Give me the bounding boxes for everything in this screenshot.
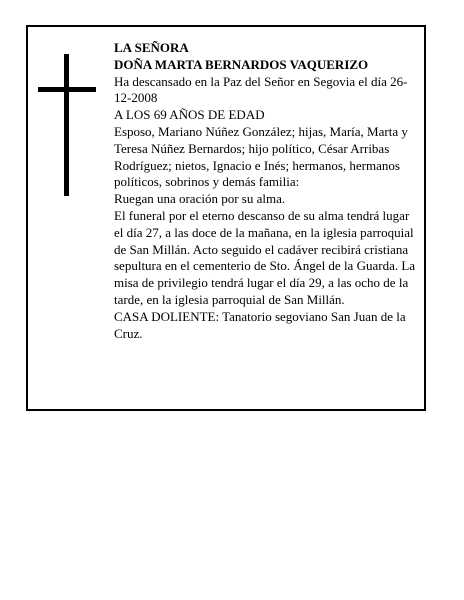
obituary-text xyxy=(114,40,420,342)
deceased-name: DOÑA MARTA BERNARDOS VAQUERIZO xyxy=(114,56,369,72)
funeral-info: El funeral por el eterno descanso de su alma tendrá lugar el día 27, a las doce de la mañana, en la iglesia parroquial de San Millán. Acto seguido el cadáver recibirá cristiana sepultura en el cementerio de Sto. Ángel de la Guarda. La misa de privilegio tendrá lugar el día 29, a las ocho de la tarde, en la iglesia parroquial de San Millán. xyxy=(114,207,416,307)
cross-horizontal-bar xyxy=(38,87,96,92)
death-statement: Ha descansado en la Paz del Señor en Segovia el día 26- 12-2008 xyxy=(114,73,408,106)
cross-icon xyxy=(38,54,96,196)
mourning-house: CASA DOLIENTE: Tanatorio segoviano San Juan de la Cruz. xyxy=(114,308,406,341)
age-line: A LOS 69 AÑOS DE EDAD xyxy=(114,107,265,123)
family-list: Esposo, Mariano Núñez González; hijas, María, Marta y Teresa Núñez Bernardos; hijo político, César Arribas Rodríguez; nietos, Ignacio e Inés; hermanos, hermanos políticos, sobrinos y demás familia: xyxy=(114,123,408,190)
prayer-request: Ruegan una oración por su alma. xyxy=(114,191,286,207)
cross-vertical-bar xyxy=(64,54,69,196)
title-line: LA SEÑORA xyxy=(114,40,189,55)
